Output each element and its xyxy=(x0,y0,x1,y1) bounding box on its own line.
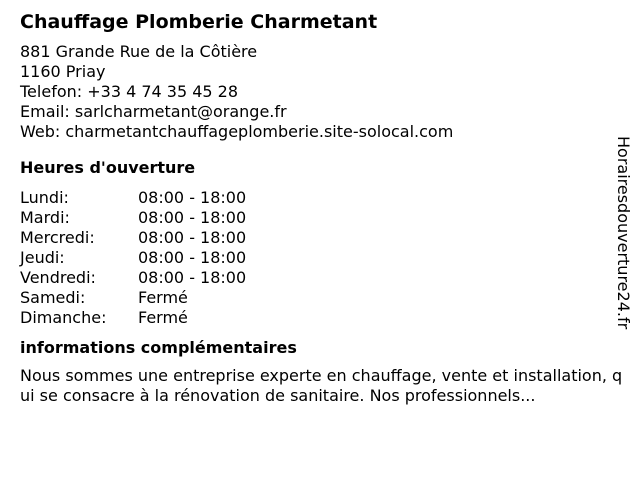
day-label: Dimanche: xyxy=(20,308,107,327)
hours-row-thursday xyxy=(20,248,632,268)
hours-row-wednesday xyxy=(20,228,632,248)
day-label: Mardi: xyxy=(20,208,70,227)
phone-number[interactable]: Telefon: +33 4 74 35 45 28 xyxy=(20,82,239,101)
hours-row-friday xyxy=(20,268,632,288)
address-city: 1160 Priay xyxy=(20,62,106,81)
day-hours: 08:00 - 18:00 xyxy=(138,208,247,227)
hours-row-sunday xyxy=(20,308,632,328)
address-street: 881 Grande Rue de la Côtière xyxy=(20,42,258,61)
day-hours: 08:00 - 18:00 xyxy=(138,188,247,207)
day-hours: 08:00 - 18:00 xyxy=(138,248,247,267)
day-label: Samedi: xyxy=(20,288,86,307)
business-description: Nous sommes une entreprise experte en chauffage, vente et installation, qui se consacre à la rénovation de sanitaire. Nos professionnels... xyxy=(20,366,623,405)
email-address[interactable]: Email: sarlcharmetant@orange.fr xyxy=(20,102,287,121)
hours-heading: Heures d'ouverture xyxy=(20,158,196,177)
day-label: Mercredi: xyxy=(20,228,95,247)
day-hours: Fermé xyxy=(138,288,188,307)
day-label: Lundi: xyxy=(20,188,69,207)
day-hours: 08:00 - 18:00 xyxy=(138,228,247,247)
day-hours: 08:00 - 18:00 xyxy=(138,268,247,287)
day-label: Jeudi: xyxy=(20,248,65,267)
business-card xyxy=(20,10,632,406)
hours-row-saturday xyxy=(20,288,632,308)
day-hours: Fermé xyxy=(138,308,188,327)
business-name: Chauffage Plomberie Charmetant xyxy=(20,11,378,33)
info-heading: informations complémentaires xyxy=(20,338,297,357)
day-label: Vendredi: xyxy=(20,268,96,287)
website-link[interactable]: Web: charmetantchauffageplomberie.site-solocal.com xyxy=(20,122,454,141)
hours-row-monday xyxy=(20,188,632,208)
site-brand-vertical: Horairesdouverture24.fr xyxy=(614,136,633,330)
hours-row-tuesday xyxy=(20,208,632,228)
